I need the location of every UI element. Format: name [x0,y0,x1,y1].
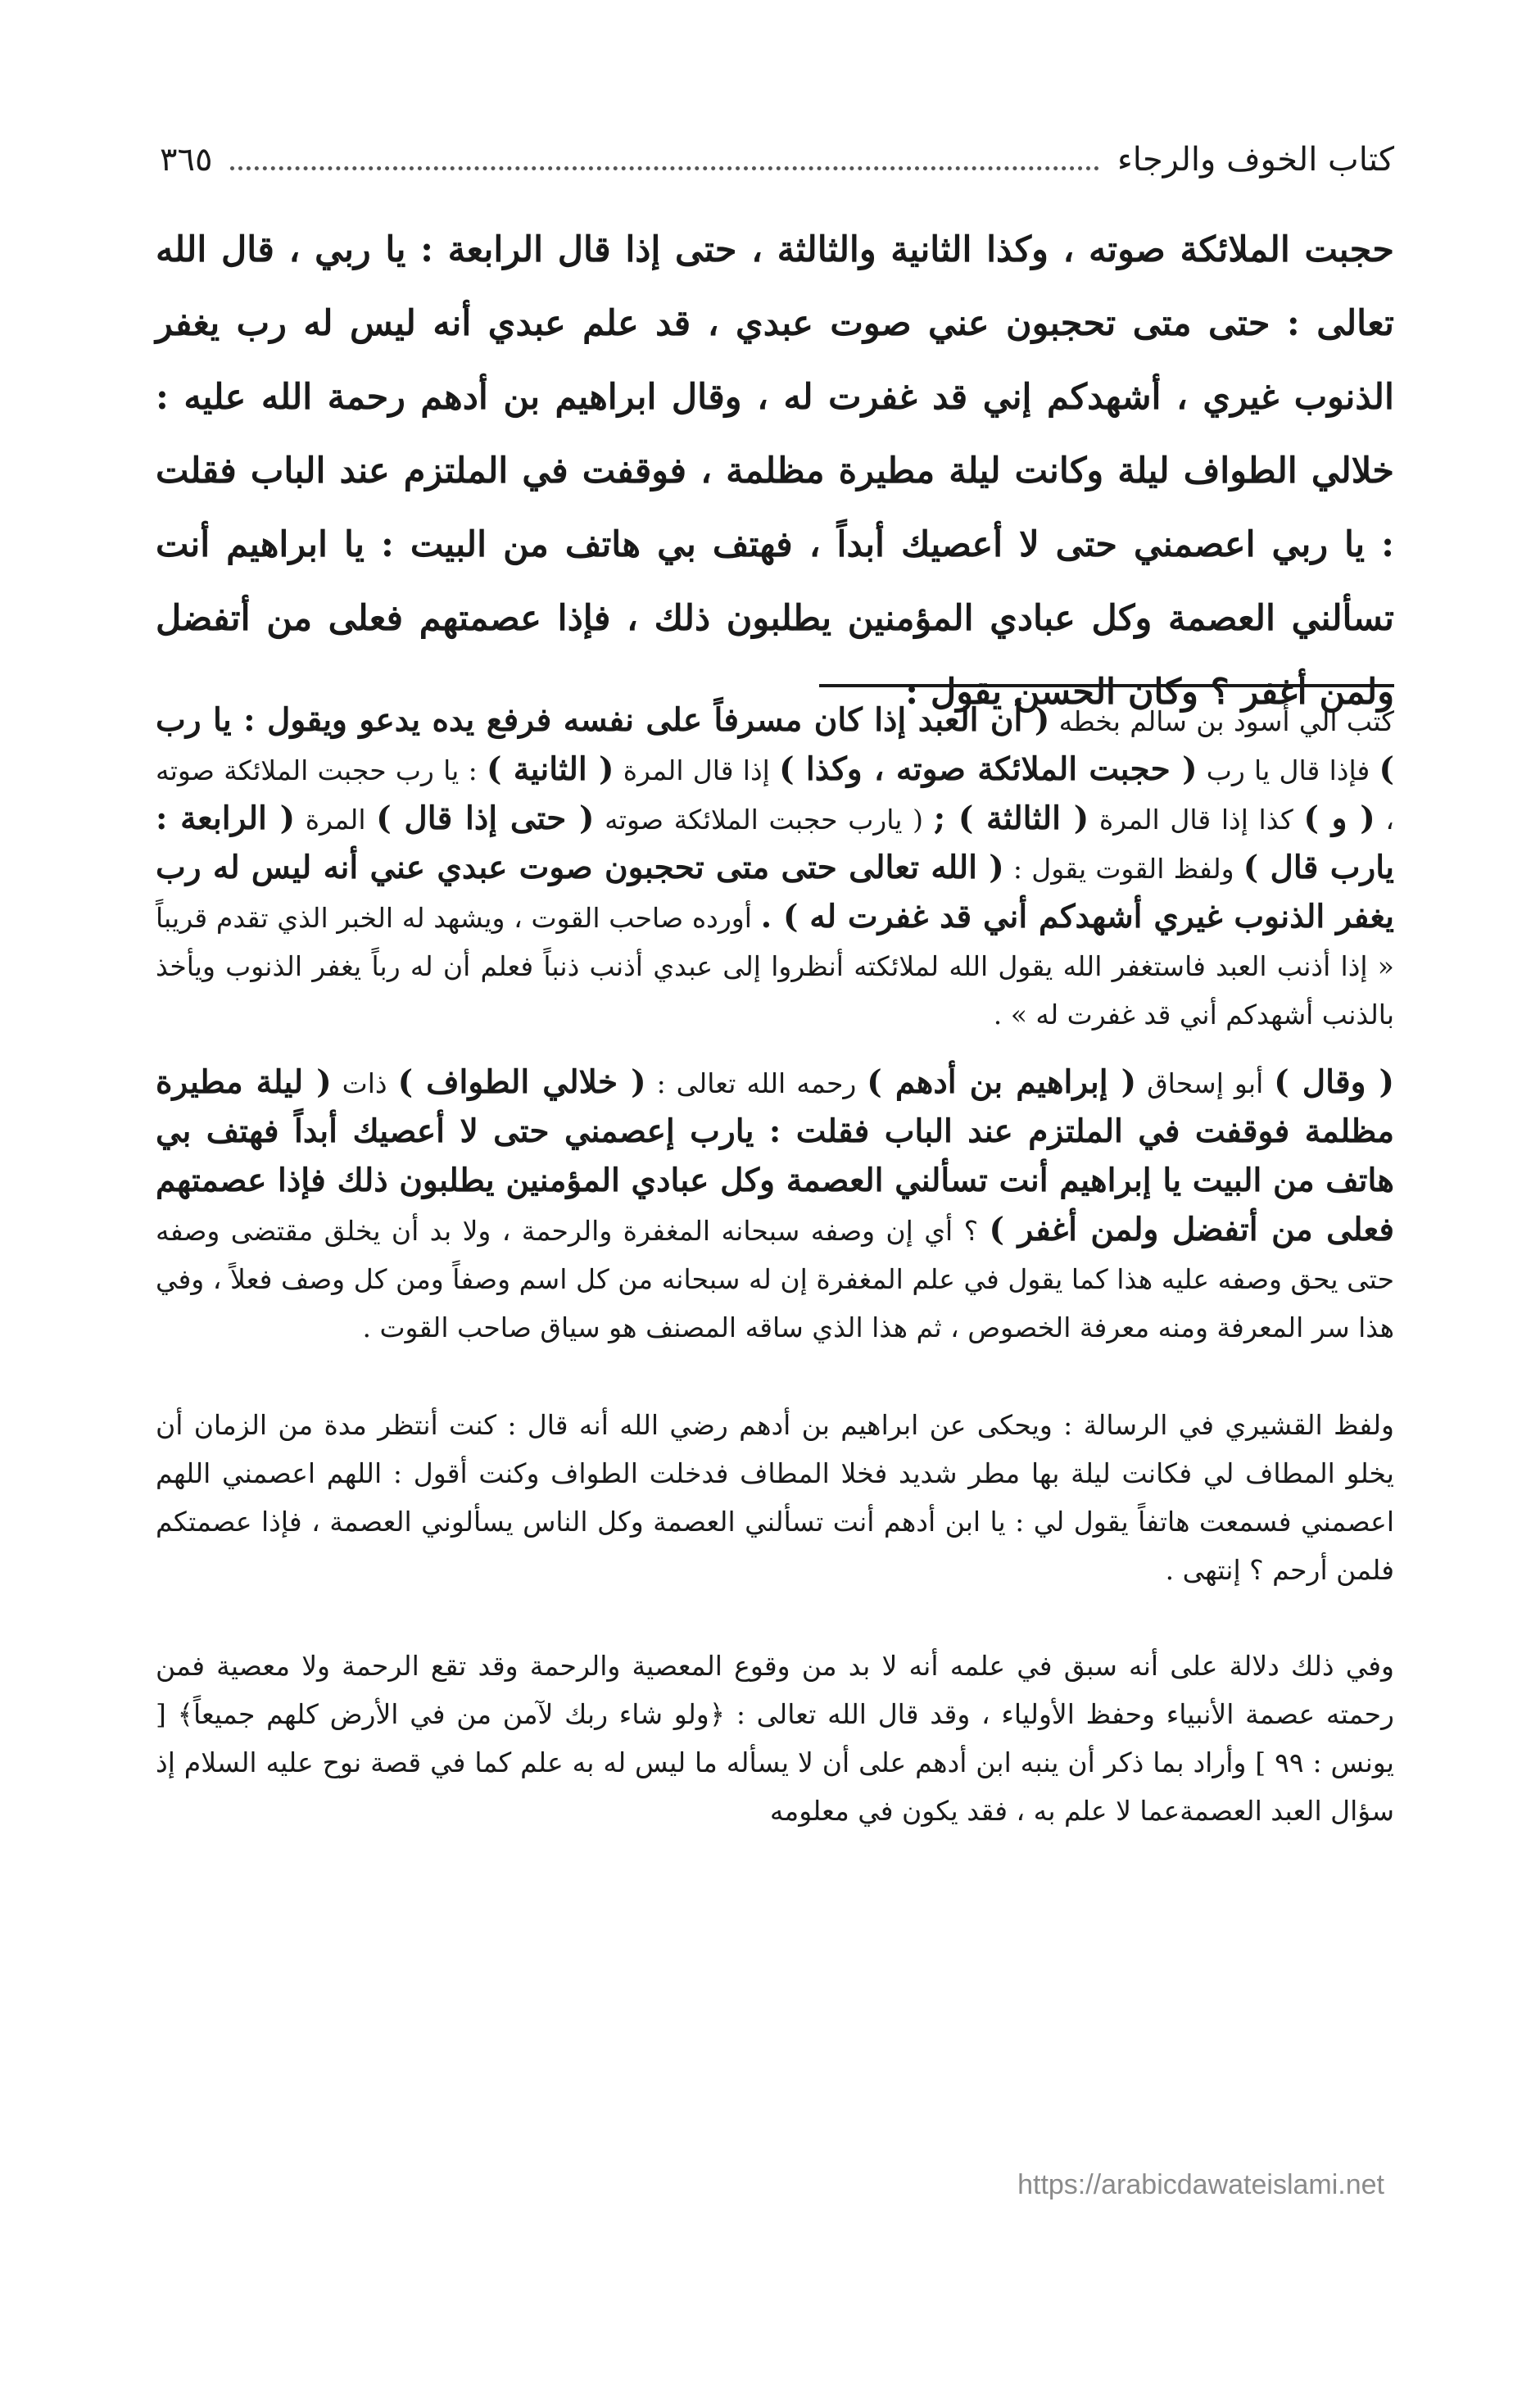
bold-quote-segment: ( أن العبد إذا كان مسرفاً على نفسه فرفع يده يدعو ويقول : يا رب ) [156,701,1394,788]
bold-quote-segment: ( حتى إذا قال ) [376,800,595,837]
commentary-segment: ( يارب حجبت الملائكة صوته [594,804,934,836]
commentary-segment: أورده صاحب القوت ، ويشهد له الخبر الذي تقدم قريباً « إذا أذنب العبد فاستغفر الله يقول الله لملائكته أنظروا إلى عبدي أذنب ذنباً فعلم أن له رباً يغفر الذنوب ويأخذ بالذنب أشهدكم أني قد غفرت له » . [156,902,1394,1031]
commentary-paragraph-3: ولفظ القشيري في الرسالة : ويحكى عن ابراهيم بن أدهم رضي الله أنه قال : كنت أنتظر مدة من الزمان أن يخلو المطاف لي فكانت ليلة بها مطر شديد فخلا المطاف فدخلت الطواف وكنت أقول : اللهم اعصمني اللهم اعصمني فسمعت هاتفاً يقول لي : يا ابن أدهم أنت تسألني العصمة وكل الناس يسألوني العصمة ، فإذا عصمتكم فلمن أرحم ؟ إنتهى . [156,1409,1394,1586]
commentary-segment: ؟ أي إن وصفه سبحانه المغفرة والرحمة ، ولا بد أن يخلق مقتضى وصفه حتى يحق وصفه عليه هذا كما يقول في علم المغفرة إن له سبحانه من كل اسم وصفاً ومن كل وصف فعلاً ، وفي هذا سر المعرفة ومنه معرفة الخصوص ، ثم هذا الذي ساقه المصنف هو سياق صاحب القوت . [156,1215,1394,1343]
page-number: ٣٦٥ [160,141,213,179]
watermark-url: https://arabicdawateislami.net [1017,2169,1384,2200]
running-header [160,131,1394,188]
bold-quote-segment: ( الثانية ) [486,750,614,788]
main-text: حجبت الملائكة صوته ، وكذا الثانية والثالثة ، حتى إذا قال الرابعة : يا ربي ، قال الله تعالى : حتى متى تحجبون عني صوت عبدي ، قد علم عبدي أنه ليس له رب يغفر الذنوب غيري ، أشهدكم إني قد غفرت له ، وقال ابراهيم بن أدهم رحمة الله عليه : خلالي الطواف ليلة وكانت ليلة مطيرة مظلمة ، فوقفت في الملتزم عند الباب فقلت : يا ربي اعصمني حتى لا أعصيك أبداً ، فهتف بي هاتف من البيت : يا ابراهيم أنت تسألني العصمة وكل عبادي المؤمنين يطلبون ذلك ، فإذا عصمتهم فعلى من أتفضل ولمن أغفر ؟ وكان الحسن يقول : [156,229,1394,713]
commentary-segment: : يا رب حجبت الملائكة صوته ، [156,754,1395,836]
commentary-paragraph-1 [156,696,1394,1039]
commentary-segment: ذات [331,1067,398,1099]
bold-quote-segment: ( الثالثة ) ; [933,800,1089,837]
commentary-segment: المرة [295,804,377,836]
commentary-segment: أبو إسحاق [1136,1067,1275,1099]
bold-quote-segment: ( وقال ) [1274,1063,1394,1101]
book-section-title: كتاب الخوف والرجاء [1116,141,1394,179]
commentary-section [156,696,1394,1835]
commentary-paragraph-4: وفي ذلك دلالة على أنه سبق في علمه أنه لا بد من وقوع المعصية والرحمة وقد تقع الرحمة ولا معصية فمن رحمته عصمة الأنبياء وحفظ الأولياء ، وقد قال الله تعالى : ﴿ولو شاء ربك لآمن من في الأرض كلهم جميعاً﴾ [ يونس : ٩٩ ] وأراد بما ذكر أن ينبه ابن أدهم على أن لا يسأله ما ليس له به علم كما في قصة نوح عليه السلام إذ سؤال العبد العصمةعما لا علم به ، فقد يكون في معلومه [156,1650,1394,1827]
bold-quote-segment: ( خلالي الطواف ) [397,1063,646,1101]
bold-quote-segment: ( و ) [1303,800,1375,837]
commentary-segment: رحمه الله تعالى : [645,1067,867,1099]
footnote-separator-rule [819,684,1394,687]
commentary-segment: إذا قال المرة [614,754,780,786]
bold-quote-segment: ( الرابعة : يارب قال ) [156,800,1394,886]
header-dot-leader [230,150,1099,170]
commentary-segment: كتب الي أسود بن سالم بخطه [1049,705,1395,737]
commentary-paragraph-2 [156,1058,1394,1352]
bold-quote-segment: ( حجبت الملائكة صوته ، وكذا ) [779,750,1198,788]
commentary-segment: فإذا قال يا رب [1197,754,1379,786]
bold-quote-segment: ( ليلة مطيرة مظلمة فوقفت في الملتزم عند الباب فقلت : يارب إعصمني حتى لا أعصيك أبداً فهتف بي هاتف من البيت يا إبراهيم أنت تسألني العصمة وكل عبادي المؤمنين يطلبون ذلك فإذا عصمتهم فعلى من أتفضل ولمن أغفر ) [156,1063,1394,1248]
commentary-segment: كذا إذا قال المرة [1089,804,1304,836]
bold-quote-segment: ( الله تعالى حتى متى تحجبون صوت عبدي عني أنه ليس له رب يغفر الذنوب غيري أشهدكم أني قد غفرت له ) . [156,849,1395,936]
bold-quote-segment: ( إبراهيم بن أدهم ) [867,1063,1137,1101]
commentary-segment: ولفظ القوت يقول : [1003,853,1243,885]
